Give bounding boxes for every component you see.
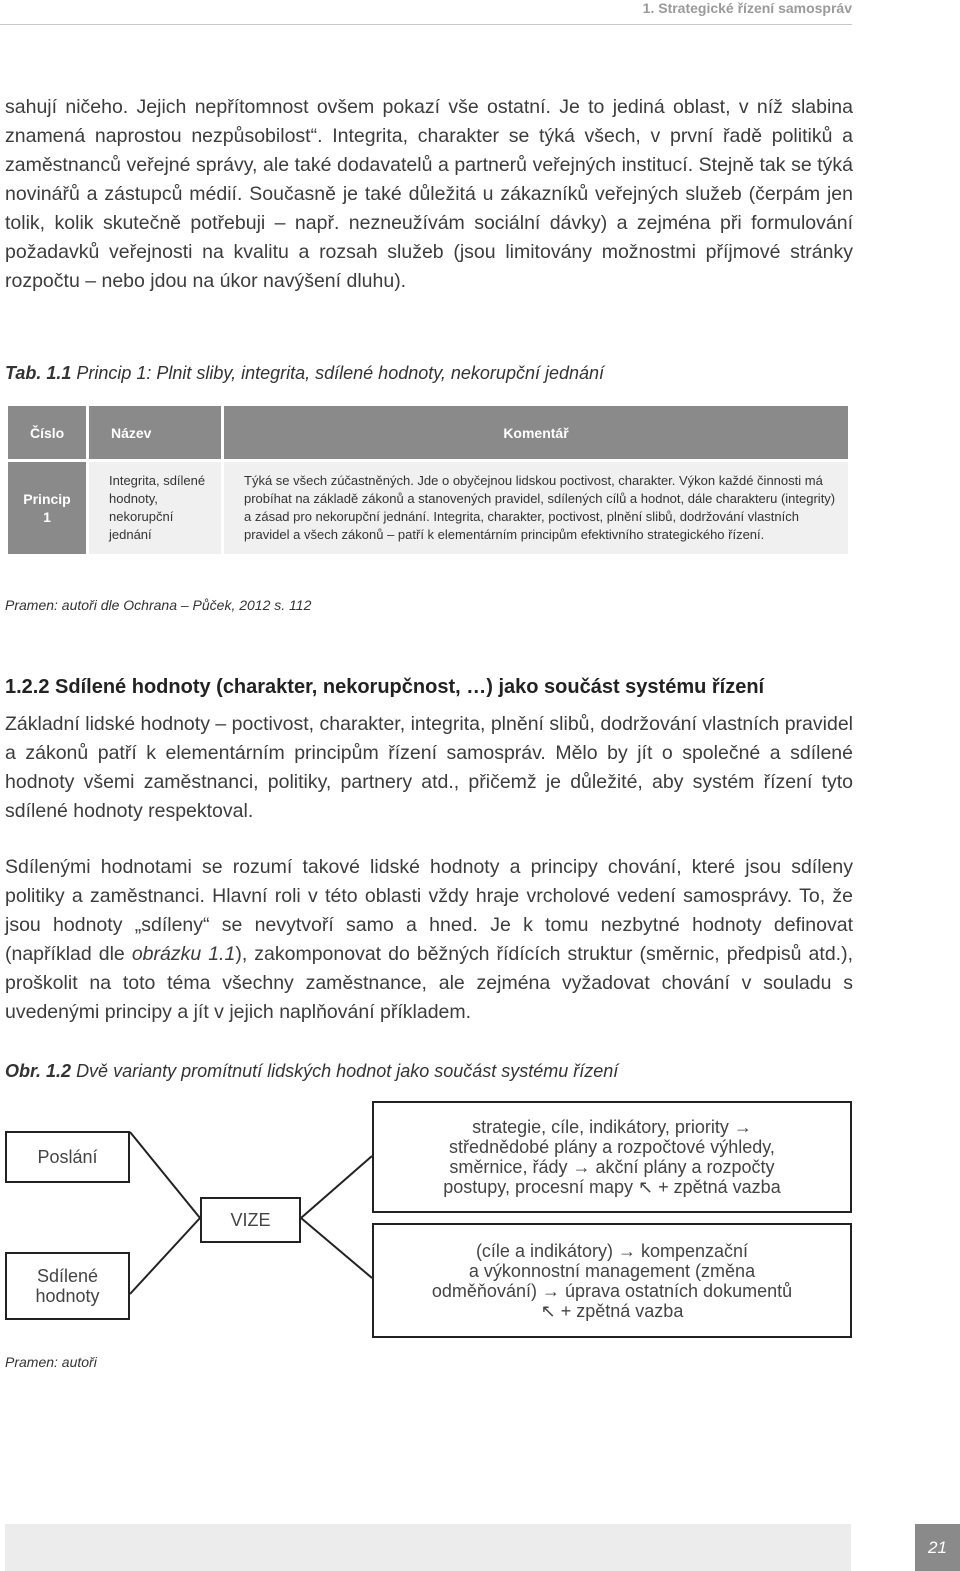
header-comment: Komentář — [224, 406, 848, 459]
vision-box-label: VIZE — [230, 1210, 271, 1230]
table-row — [8, 462, 848, 554]
connector-mission-vision — [130, 1132, 200, 1218]
values-diagram — [0, 1096, 960, 1346]
paragraph-2-end: ), zakomponovat do běžných řídících struktur (směrnic, předpisů atd.), proškolit na toto téma všechny zaměstnance, ale zejména vyžadovat chování v souladu s uvedenými principy a jít v jejich naplňování příkladem. — [5, 943, 853, 1023]
principle-table — [5, 403, 851, 557]
connector-vision-management — [301, 1218, 372, 1278]
header-name: Název — [89, 406, 221, 459]
table-source: Pramen: autoři dle Ochrana – Půček, 2012 s. 112 — [5, 597, 312, 613]
connector-vision-strategy — [301, 1156, 372, 1218]
strategy-box-text: strategie, cíle, indikátory, priority → střednědobé plány a rozpočtové výhledy, směrnice, řády → akční plány a rozpočty postupy, procesní mapy ↖ + zpětná vazba — [443, 1117, 781, 1197]
figure-source: Pramen: autoři — [5, 1354, 97, 1370]
strategy-box — [372, 1101, 852, 1213]
table-label: Tab. 1.1 — [5, 363, 72, 383]
page-number: 21 — [915, 1524, 960, 1571]
shared-values-box — [5, 1252, 130, 1320]
mission-box — [5, 1131, 130, 1183]
intro-paragraph: sahují ničeho. Jejich nepřítomnost ovšem pokazí vše ostatní. Je to jediná oblast, v níž slabina znamená naprostou nezpůsobilost“. Integrita, charakter se týká všech, v první řadě politiků a zaměstnanců veřejné správy, ale také dodavatelů a partnerů veřejných institucí. Stejně tak se týká novinářů a zástupců médií. Současně je také důležitá u zákazníků veřejných služeb (čerpám jen tolik, kolik skutečně potřebuji – např. nezneužívám sociální dávky) a zejména při formulování požadavků veřejnosti na kvalitu a rozsah služeb (jsou limitovány možnostmi příjmové stránky rozpočtu – nebo jdou na úkor navýšení dluhu). — [5, 96, 853, 292]
header-rule — [0, 24, 852, 25]
table-caption — [5, 363, 604, 384]
section-heading: 1.2.2 Sdílené hodnoty (charakter, nekorupčnost, …) jako součást systému řízení — [5, 676, 765, 698]
figure-caption-text: Dvě varianty promítnutí lidských hodnot jako součást systému řízení — [76, 1061, 619, 1081]
shared-values-box-label: Sdílené hodnoty — [35, 1266, 100, 1306]
table-caption-text: Princip 1: Plnit sliby, integrita, sdílené hodnoty, nekorupční jednání — [76, 363, 605, 383]
chapter-title: 1. Strategické řízení samospráv — [642, 0, 852, 16]
connector-values-vision — [130, 1218, 200, 1294]
figure-caption — [5, 1061, 618, 1082]
section-paragraph-1: Základní lidské hodnoty – poctivost, charakter, integrita, plnění slibů, dodržování vlastních pravidel a zákonů patří k elementárním principům řízení samospráv. Mělo by jít o společné a sdílené hodnoty všemi zaměstnanci, politiky, partnery atd., přičemž je důležité, aby systém řízení tyto sdílené hodnoty respektoval. — [5, 713, 853, 822]
row-comment: Týká se všech zúčastněných. Jde o obyčejnou lidskou poctivost, charakter. Výkon každé činnosti má probíhat na základě zákonů a stanovených pravidel, sdílených cílů a hodnot, dále charakteru (integrity) a zásad pro nekorupční jednání. Integrita, charakter, poctivost, plnění slibů, dodržování vlastních pravidel a všech zákonů – patří k elementárním principům efektivního strategického řízení. — [224, 462, 848, 554]
mission-box-label: Poslání — [37, 1147, 98, 1167]
figure-reference: obrázku 1.1 — [131, 943, 236, 965]
header-number: Číslo — [8, 406, 86, 459]
vision-box — [200, 1197, 301, 1243]
paragraph-2-start: Sdílenými hodnotami se rozumí takové lidské hodnoty a principy chování, které jsou sdíleny politiky a zaměstnanci. Hlavní roli v této oblasti vždy hraje vrcholové vedení samosprávy. To, že jsou hodnoty „sdíleny“ se nevytvoří samo a hned. Je k tomu nezbytné hodnoty definovat (například dle — [5, 856, 853, 965]
table-header-row — [8, 406, 848, 459]
row-name: Integrita, sdílené hodnoty, nekorupční jednání — [89, 462, 221, 554]
management-box — [372, 1223, 852, 1338]
row-number: Princip 1 — [8, 462, 86, 554]
section-paragraph-2 — [5, 853, 853, 1027]
management-box-text: (cíle a indikátory) → kompenzační a výkonnostní management (změna odměňování) → úprava ostatních dokumentů ↖ + zpětná vazba — [431, 1240, 793, 1321]
running-header — [0, 0, 960, 28]
footer-bar — [5, 1524, 851, 1571]
figure-label: Obr. 1.2 — [5, 1061, 72, 1081]
